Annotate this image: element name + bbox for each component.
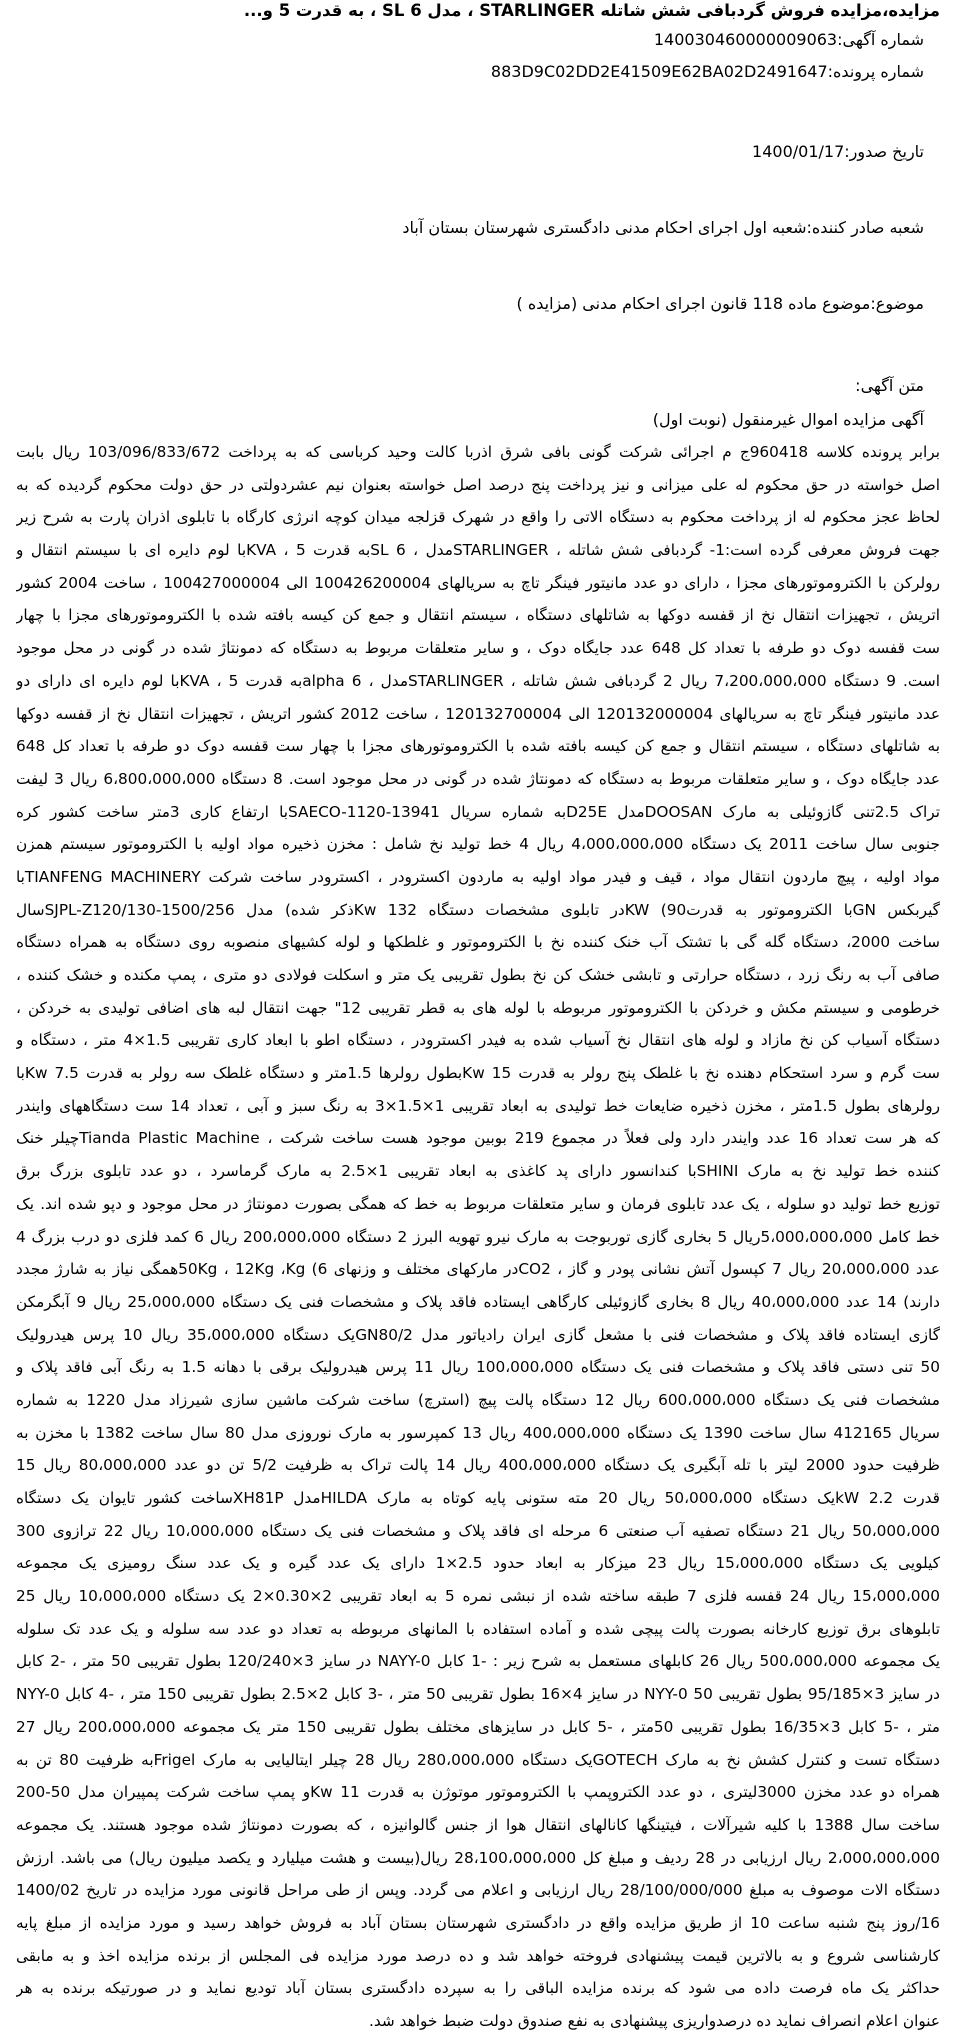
subject: موضوع ماده 118 قانون اجرای احکام مدنی (مزایده ): [516, 294, 871, 313]
body-line: دستگاه الات موصوف به مبلغ 28/100/000/000 ریال ارزیابی و اعلام می گردد. وپس از طی مراحل قانونی مورد مزایده در تاریخ 1400/02: [16, 1881, 940, 1900]
body-line: تراک 2.5تنی گازوئیلی به مارک DOOSANمدل D25Eبه شماره سریال SAECO-1120-13941با ارتفاع کاری 3متر ساخت کشور کره: [16, 802, 940, 821]
body-line: جهت فروش معرفی گرده است:1- گردبافی شش شاتله ، STARLINGERمدل ، SL 6به قدرت 5 ، KVAبا لوم دایره ای با سیستم انتقال و: [16, 541, 940, 560]
body-line: رولرکن با الکتروموتورهای مجزا ، دارای دو عدد مانیتور فینگر تاچ به سریالهای 100426200004 الی 100427000004 ، ساخت 2004 کشور: [16, 573, 940, 592]
subject-label: موضوع:: [870, 294, 924, 313]
body-line: همراه دو عدد مخزن 3000لیتری ، دو عدد الکتروپمپ با الکتروموتور موتوژن به قدرت 11 Kwو پمپ ساخت شرکت پمپیران مدل 50-200: [16, 1783, 940, 1802]
body-line: قدرت 2.2 kWیک دستگاه 50،000،000 ریال 20 مته ستونی پایه کوتاه به مارک HILDAمدل XH81Pساخت کشور تایوان یک دستگاه: [16, 1489, 940, 1507]
body-line: 50 تنی دستی فاقد پلاک و مشخصات فنی یک دستگاه 100،000،000 ریال 11 پرس هیدرولیک برقی با دهانه 1.5 به رنگ آبی فاقد پلاک و: [16, 1358, 940, 1377]
body-line: متر ، -5 کابل 3×16/35 بطول تقریبی 50متر ، -5 کابل در سایزهای مختلف بطول تقریبی 150 متر یک مجموعه 200،000،000 ریال 27: [16, 1717, 940, 1736]
body-line: مواد اولیه ، پیچ ماردون انتقال مواد ، قیف و فیدر مواد اولیه به ماردون اکسترودر ، اکسترودر ساخت شرکت TIANFENG MACHINERYبا: [16, 867, 940, 886]
body-line: ساخت 2000، دستگاه گله گی با تشتک آب خنک کننده نخ با الکتروموتور و غلطکها و لوله کشیهای منصوبه روی دستگاه به همراه دستگاه: [16, 933, 940, 952]
notice-title: مزایده،مزایده فروش گردبافی شش شاتله STARLINGER ، مدل SL 6 ، به قدرت 5 و...: [243, 1, 940, 20]
body-line: یک مجموعه 500،000،000 ریال 26 کابلهای مستعمل به شرح زیر : -1 کابل NAYY-0 در سایز 3×120/240 بطول تقریبی 50 متر ، -2 کابل: [16, 1652, 940, 1671]
body-line: 50،000،000 ریال 21 دستگاه تصفیه آب صنعتی 6 مرحله ای فاقد پلاک و مشخصات فنی یک دستگاه 10،000،000 ریال 22 ترازوی 300: [16, 1521, 940, 1540]
file-number-row: [16, 54, 940, 90]
issue-date-row: [16, 134, 940, 170]
notice-page: [16, 0, 940, 2038]
body-line: کننده خط تولید نخ به مارک SHINIبا کندانسور دارای پد کاغذی به ابعاد تقریبی 1×2.5 به مارک گرماسرد ، دو عدد تابلوی بزرگ برق: [16, 1162, 940, 1181]
body-line: عدد 20،000،000 ریال 7 کپسول آتش نشانی پودر و گاز ، CO2در مارکهای مختلف و وزنهای 6) 50Kg ، 12Kg ،Kgهمگی نیاز به شارژ مجدد: [16, 1260, 940, 1279]
body-line: 16/روز پنج شنبه ساعت 10 از طریق مزایده واقع در دادگستری شهرستان بستان آباد به فروش خواهد رسید و مورد مزایده از مبلغ پایه: [16, 1913, 940, 1932]
body-line: عدد جایگاه دوک ، و سایر متعلقات مربوط به دستگاه که دمونتاژ شده در گونی در محل موجود است. 8 دستگاه 6،800،000،000 ریال 3 لیفت: [16, 769, 940, 788]
issuer-label: شعبه صادر کننده:: [806, 218, 924, 237]
body-line: جنوبی سال ساخت 2011 یک دستگاه 4،000،000،000 ریال 4 خط تولید نخ شامل : مخزن ذخیره مواد اولیه با الکتروموتور سیستم همزن: [16, 835, 940, 854]
body-line: خرطومی و سیستم مکش و خردکن با الکتروموتور مربوطه با لوله های به قطر تقریبی 12" جهت انتقال لبه های اضافی تولیدی به خردکن ،: [16, 998, 940, 1017]
body-line: خط کامل 5،000،000،000ریال 5 بخاری گازی توربوجت به مارک نیرو تهویه البرز 2 دستگاه 200،000،000 ریال 6 کمد فلزی دو درب بزرگ 4: [16, 1227, 940, 1246]
body-line: ست قفسه دوک دو طرفه با تعداد کل 648 عدد جایگاه دوک ، و سایر متعلقات مربوط به دستگاه که دمونتاژ شده در گونی در محل موجود: [16, 639, 940, 658]
body-line: توزیع خط تولید دو سلوله ، یک عدد تابلوی فرمان و سایر متعلقات مربوط به خط که همگی بصورت دمونتاژ در محل موجود و دپو شده اند. یک: [16, 1194, 940, 1213]
body-line: NYY-0 در سایز 4×16 بطول تقریبی 50 متر ، -3 کابل 2×2.5 بطول تقریبی 150 متر ، -4 کابل NYY-0 در سایز 3×95/185 بطول تقریبی 50: [16, 1685, 940, 1704]
subject-row: [16, 286, 940, 322]
notice-number-label: شماره آگهی:: [837, 30, 924, 49]
body-line: به شاتلهای دستگاه ، سیستم انتقال و جمع کن کیسه بافته شده با الکتروموتورهای مجزا با چهار ست قفسه دوک دو طرفه با تعداد کل 648: [16, 737, 940, 756]
body-line: عدد مانیتور فینگر تاچ به سریالهای 120132000004 الی 120132700004 ، ساخت 2012 کشور اتریش ، تجهیزات انتقال نخ از قفسه دوکها: [16, 704, 940, 723]
body-line: لحاظ عجز محکوم له از پرداخت محکوم به دستگاه الاتی را واقع در شهرک قزلجه میدان کوچه انرژی کارگاه با تابلوی اذران پارت به شرح زیر: [16, 508, 940, 527]
body-line: کیلویی یک دستگاه 15،000،000 ریال 23 میزکار به ابعاد حدود 2.5×1 دارای یک عدد گیره و یک عدد سنگ رومیزی یک مجموعه: [16, 1554, 940, 1573]
issue-date-label: تاریخ صدور:: [844, 142, 924, 161]
body-line: رولرهای بطول 1.5متر ، مخزن ذخیره ضایعات خط تولیدی به ابعاد تقریبی 1×1.5×3 به رنگ سبز و آبی ، تعداد 14 ست دستگاههای وایندر: [16, 1096, 940, 1115]
issuer-row: [16, 210, 940, 246]
issue-date: 1400/01/17: [752, 142, 845, 161]
body-label: متن آگهی:: [855, 376, 924, 395]
body-line: گازی ایستاده فاقد پلاک و مشخصات فنی با مشعل گازی ایران رادیاتور مدل GN80/2یک دستگاه 35،000،000 ریال 10 پرس هیدرولیک: [16, 1325, 940, 1344]
file-number: 883D9C02DD2E41509E62BA02D2491647: [490, 62, 828, 81]
body-line: صافی آب به رنگ زرد ، دستگاه حرارتی و تابشی خشک کن نخ بطول تقریبی یک متر و اسکلت فولادی دو متری ، پمپ مکنده و خشک کننده ،: [16, 966, 940, 984]
body-line: اتریش ، تجهیزات انتقال نخ از قفسه دوکها به شاتلهای دستگاه ، سیستم انتقال و جمع کن کیسه بافته شده با الکتروموتورهای مجزا با چهار: [16, 606, 940, 625]
body-line: دارند) 14 عدد 40،000،000 ریال 8 بخاری گازوئیلی کارگاهی ایستاده فاقد پلاک و مشخصات فنی یک دستگاه 25،000،000 ریال 9 آبگرمکن: [16, 1292, 940, 1311]
body-line: ظرفیت حدود 2000 لیتر با تله آبگیری یک دستگاه 400،000،000 ریال 14 پالت تراک به ظرفیت 5/2 تن دو عدد 80،000،000 ریال 15: [16, 1456, 940, 1475]
file-number-label: شماره پرونده:: [827, 62, 924, 81]
notice-body: [16, 436, 940, 2038]
body-line: تابلوهای برق توزیع کارخانه بصورت پالت پیچی شده و آماده استفاده با المانهای مربوطه به تعداد دو عدد سه سلوله و یک عدد تک سلوله: [16, 1619, 940, 1638]
body-subtitle: آگهی مزایده اموال غیرمنقول (نوبت اول): [652, 410, 924, 429]
body-line: ساخت سال 1388 با کلیه شیرآلات ، فیتینگها کانالهای انتقال هوا از جنس گالوانیزه ، که بصورت دمونتاژ شده موجود هستند. یک مجموعه: [16, 1815, 940, 1834]
body-line: حداکثر یک ماه فرصت داده می شود که برنده مزایده الباقی را به سپرده دادگستری بستان آباد تودیع نماید و در صورتیکه برنده به هر: [16, 1979, 940, 1998]
body-line: 2،000،000،000 ریال ارزیابی در 28 ردیف و مبلغ کل 28،100،000،000 ریال(بیست و هشت میلیارد و یکصد میلیون ریال) می باشد. ارزش: [16, 1848, 940, 1867]
body-line: اصل خواسته در حق محکوم له علی میزانی و نیز پرداخت پنج درصد اصل خواسته بعنوان نیم عشردولتی در حق دولت محکوم گردیده که به: [16, 475, 940, 494]
body-line: دستگاه آسیاب کن نخ مازاد و لوله های انتقال نخ آسیاب شده به فیدر اکسترودر ، دستگاه اطو با ابعاد کاری تقریبی 1.5×4 متر ، دستگاه و: [16, 1031, 940, 1050]
body-line: ست گرم و سرد استحکام دهنده نخ با غلطک پنج رولر به قدرت 15 Kwبطول رولرها 1.5متر و دستگاه غلطک سه رولر به قدرت 7.5 Kwبا: [16, 1064, 940, 1083]
body-line: 15،000،000 ریال 24 قفسه فلزی 7 طبقه ساخته شده از نبشی نمره 5 به ابعاد تقریبی 2×0.30×2 یک دستگاه 10،000،000 ریال 25: [16, 1587, 940, 1606]
body-line: برابر پرونده کلاسه 960418ج م اجرائی شرکت گونی بافی شرق اذربا کالت وحید کرباسی که به پرداخت 103/096/833/672 ریال بابت: [16, 443, 940, 461]
issuer: شعبه اول اجرای احکام مدنی دادگستری شهرستان بستان آباد: [402, 218, 807, 237]
body-line: گیربکس GNبا الکتروموتور به قدرت90) KWدر تابلوی مشخصات دستگاه 132 Kwذکر شده) مدل SJPL-Z120/130-1500/256سال: [16, 900, 940, 919]
body-line: کارشناسی شروع و به بالاترین قیمت پیشنهادی فروخته خواهد شد و ده درصد مورد مزایده فی المجلس از برنده مزایده اخذ و به مابقی: [16, 1946, 940, 1965]
body-line: دستگاه تست و کنترل کشش نخ به مارک GOTECHیک دستگاه 280،000،000 ریال 28 چیلر ایتالیایی به مارک Frigelبه ظرفیت 80 تن به: [16, 1750, 940, 1769]
notice-number: 140030460000009063: [653, 30, 838, 49]
body-line: که هر ست تعداد 16 عدد وایندر دارد ولی فعلاً در مجموع 219 بوبین موجود هست ساخت شرکت ، Tianda Plastic Machineچیلر خنک: [16, 1129, 940, 1148]
body-line: مشخصات فنی یک دستگاه 600،000،000 ریال 12 دستگاه پالت پیچ (استرچ) ساخت شرکت ماشین سازی شیرزاد مدل 1220 به شماره: [16, 1390, 940, 1409]
body-line: است. 9 دستگاه 7،200،000،000 ریال 2 گردبافی شش شاتله ، STARLINGERمدل ، alpha 6به قدرت 5 ، KVAبا لوم دایره ای دارای دو: [16, 671, 940, 690]
body-line: عنوان اعلام انصراف نماید ده درصدواریزی پیشنهادی به نفع صندوق دولت ضبط خواهد شد.: [369, 2012, 940, 2030]
notice-number-row: [16, 22, 940, 58]
body-line: سریال 412165 سال ساخت 1390 یک دستگاه 400،000،000 ریال 13 کمپرسور به مارک نوروزی مدل 80 سال ساخت 1382 با مخزن به: [16, 1423, 940, 1442]
